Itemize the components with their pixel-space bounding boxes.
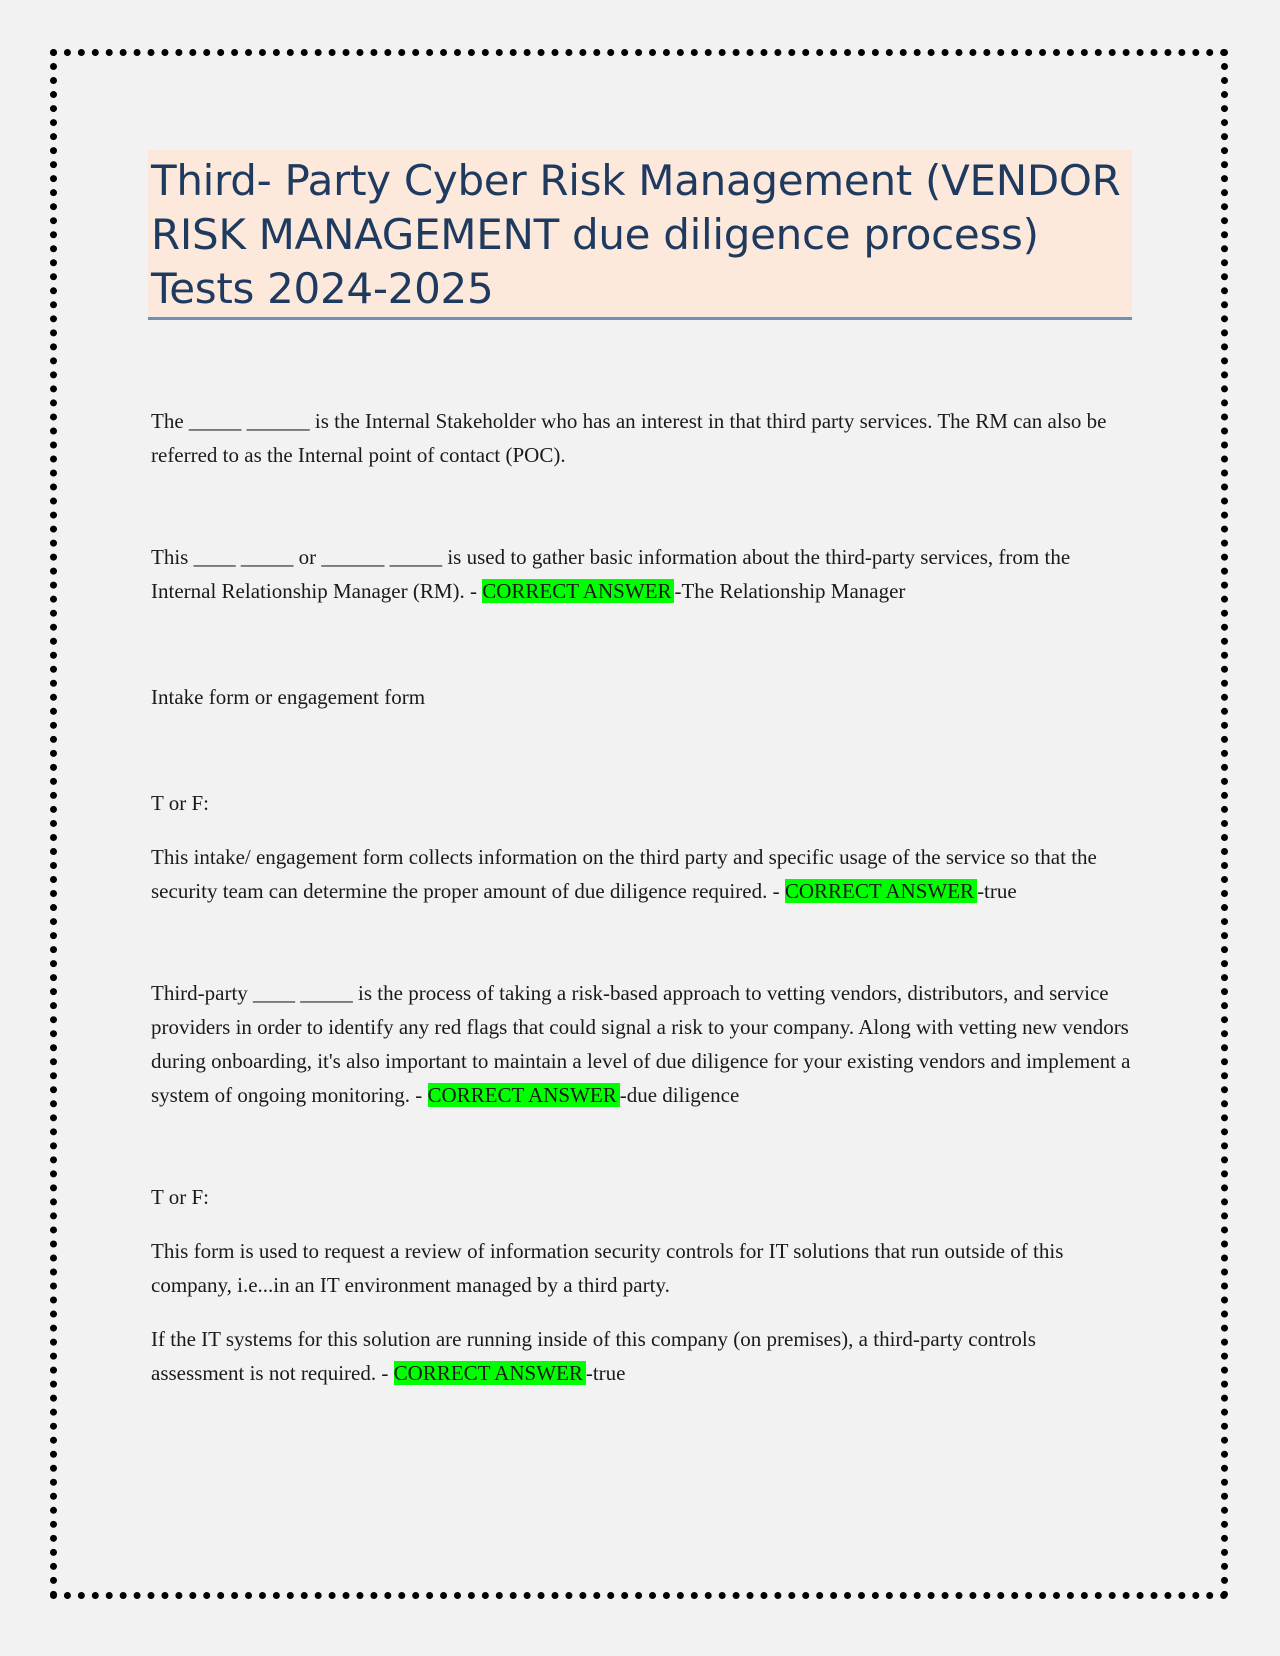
page-title: Third- Party Cyber Risk Management (VENDOR RISK MANAGEMENT due diligence process) Tests 2024-2025	[151, 156, 1121, 313]
document-body	[151, 404, 1131, 1390]
question-5-b	[151, 1322, 1131, 1390]
question-4-text-b: is the process of taking a risk-based approach to vetting vendors, distributors, and service providers in order to identify any red flags that could signal a risk to your company. Along with vetting new vendors during onboarding, it's also important to maintain a level of due diligence for your existing vendors and implement a system of ongoing monitoring. -	[151, 981, 1131, 1107]
question-2-followup: Intake form or engagement form	[151, 685, 426, 709]
question-2-text: This ____ _____ or ______ _____ is used to gather basic information about the third-party services, from the Internal Relationship Manager (RM). -	[151, 545, 1071, 603]
question-2-answer: -The Relationship Manager	[674, 579, 906, 603]
question-3-answer: -true	[977, 879, 1017, 903]
title-box	[148, 150, 1132, 320]
question-4-text-a: Third-party	[151, 981, 254, 1005]
question-5-prefix: T or F:	[151, 1185, 209, 1209]
correct-answer-label: CORRECT ANSWER	[394, 1361, 586, 1385]
question-4-blank: ____ _____	[253, 981, 353, 1005]
correct-answer-label: CORRECT ANSWER	[482, 579, 674, 603]
question-2	[151, 540, 1131, 608]
question-3-text: This intake/ engagement form collects information on the third party and specific usage of the service so that the security team can determine the proper amount of due diligence required. -	[151, 845, 1097, 903]
question-5-answer: -true	[585, 1361, 626, 1385]
question-4-answer: -due diligence	[619, 1083, 740, 1107]
question-4	[151, 976, 1131, 1112]
correct-answer-label: CORRECT ANSWER	[785, 879, 977, 903]
question-1: The _____ ______ is the Internal Stakeholder who has an interest in that third party services. The RM can also be referred to as the Internal point of contact (POC).	[151, 409, 1107, 467]
question-5-text-b: If the IT systems for this solution are running inside of this company (on premises), a third-party controls assessment is not required. -	[151, 1327, 1036, 1385]
question-3-prefix: T or F:	[151, 791, 209, 815]
question-3	[151, 840, 1131, 908]
correct-answer-label: CORRECT ANSWER	[428, 1083, 620, 1107]
question-5: This form is used to request a review of information security controls for IT solutions that run outside of this company, i.e...in an IT environment managed by a third party.	[151, 1239, 1064, 1297]
